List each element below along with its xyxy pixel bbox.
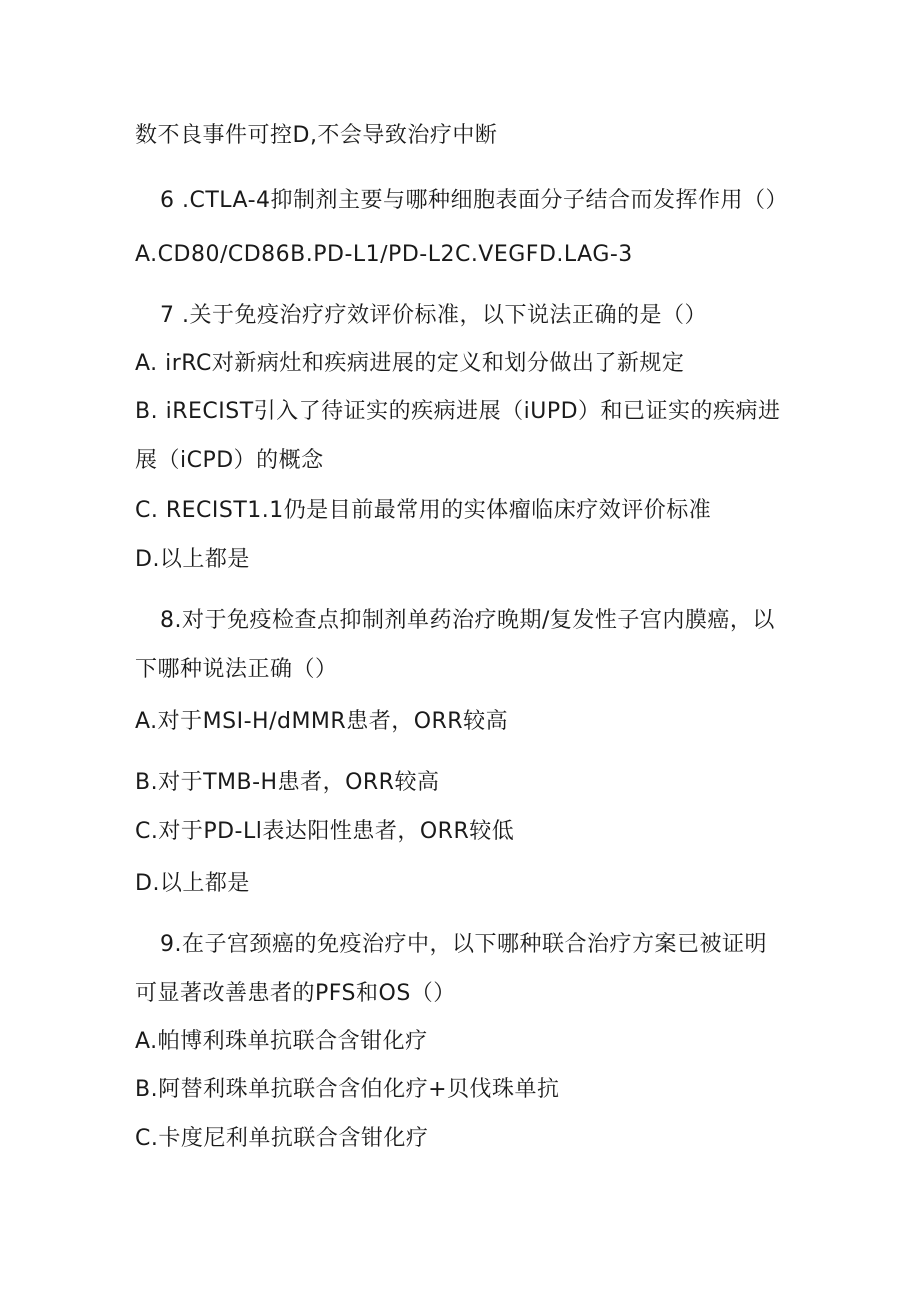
question-7-option-c: C. RECIST1.1仍是目前最常用的实体瘤临床疗效评价标准 xyxy=(135,498,712,523)
question-8-text: 8.对于免疫检查点抑制剂单药治疗晚期/复发性子宫内膜癌，以 xyxy=(160,608,775,633)
question-9-option-c: C.卡度尼利单抗联合含钳化疗 xyxy=(135,1126,429,1151)
question-8-option-a: A.对于MSI-H/dMMR患者，ORR较高 xyxy=(135,709,509,734)
text-line-q5-option-d: 数不良事件可控D,不会导致治疗中断 xyxy=(135,123,498,148)
question-7-option-a: A. irRC对新病灶和疾病进展的定义和划分做出了新规定 xyxy=(135,351,685,376)
question-9-option-b: B.阿替利珠单抗联合含伯化疗+贝伐珠单抗 xyxy=(135,1077,560,1102)
question-8-option-b: B.对于TMB-H患者，ORR较高 xyxy=(135,770,440,795)
question-7-option-b: B. iRECIST引入了待证实的疾病进展（iUPD）和已证实的疾病进 xyxy=(135,399,781,424)
question-8-text-cont: 下哪种说法正确（） xyxy=(135,657,338,682)
question-9-option-a: A.帕博利珠单抗联合含钳化疗 xyxy=(135,1029,428,1054)
question-9-text: 9.在子宫颈癌的免疫治疗中，以下哪种联合治疗方案已被证明 xyxy=(160,932,767,957)
question-8-option-c: C.对于PD-Ll表达阳性患者，ORR较低 xyxy=(135,819,515,844)
question-6-options: A.CD80∕CD86B.PD-L1∕PD-L2C.VEGFD.LAG-3 xyxy=(135,242,633,267)
question-7-text: 7 .关于免疫治疗疗效评价标准，以下说法正确的是（） xyxy=(160,303,707,328)
question-6-text: 6 .CTLA-4抑制剂主要与哪种细胞表面分子结合而发挥作用（） xyxy=(160,188,789,213)
question-7-option-b-cont: 展（iCPD）的概念 xyxy=(135,448,324,473)
question-8-option-d: D.以上都是 xyxy=(135,871,250,896)
question-9-text-cont: 可显著改善患者的PFS和OS（） xyxy=(135,981,456,1006)
question-7-option-d: D.以上都是 xyxy=(135,547,250,572)
